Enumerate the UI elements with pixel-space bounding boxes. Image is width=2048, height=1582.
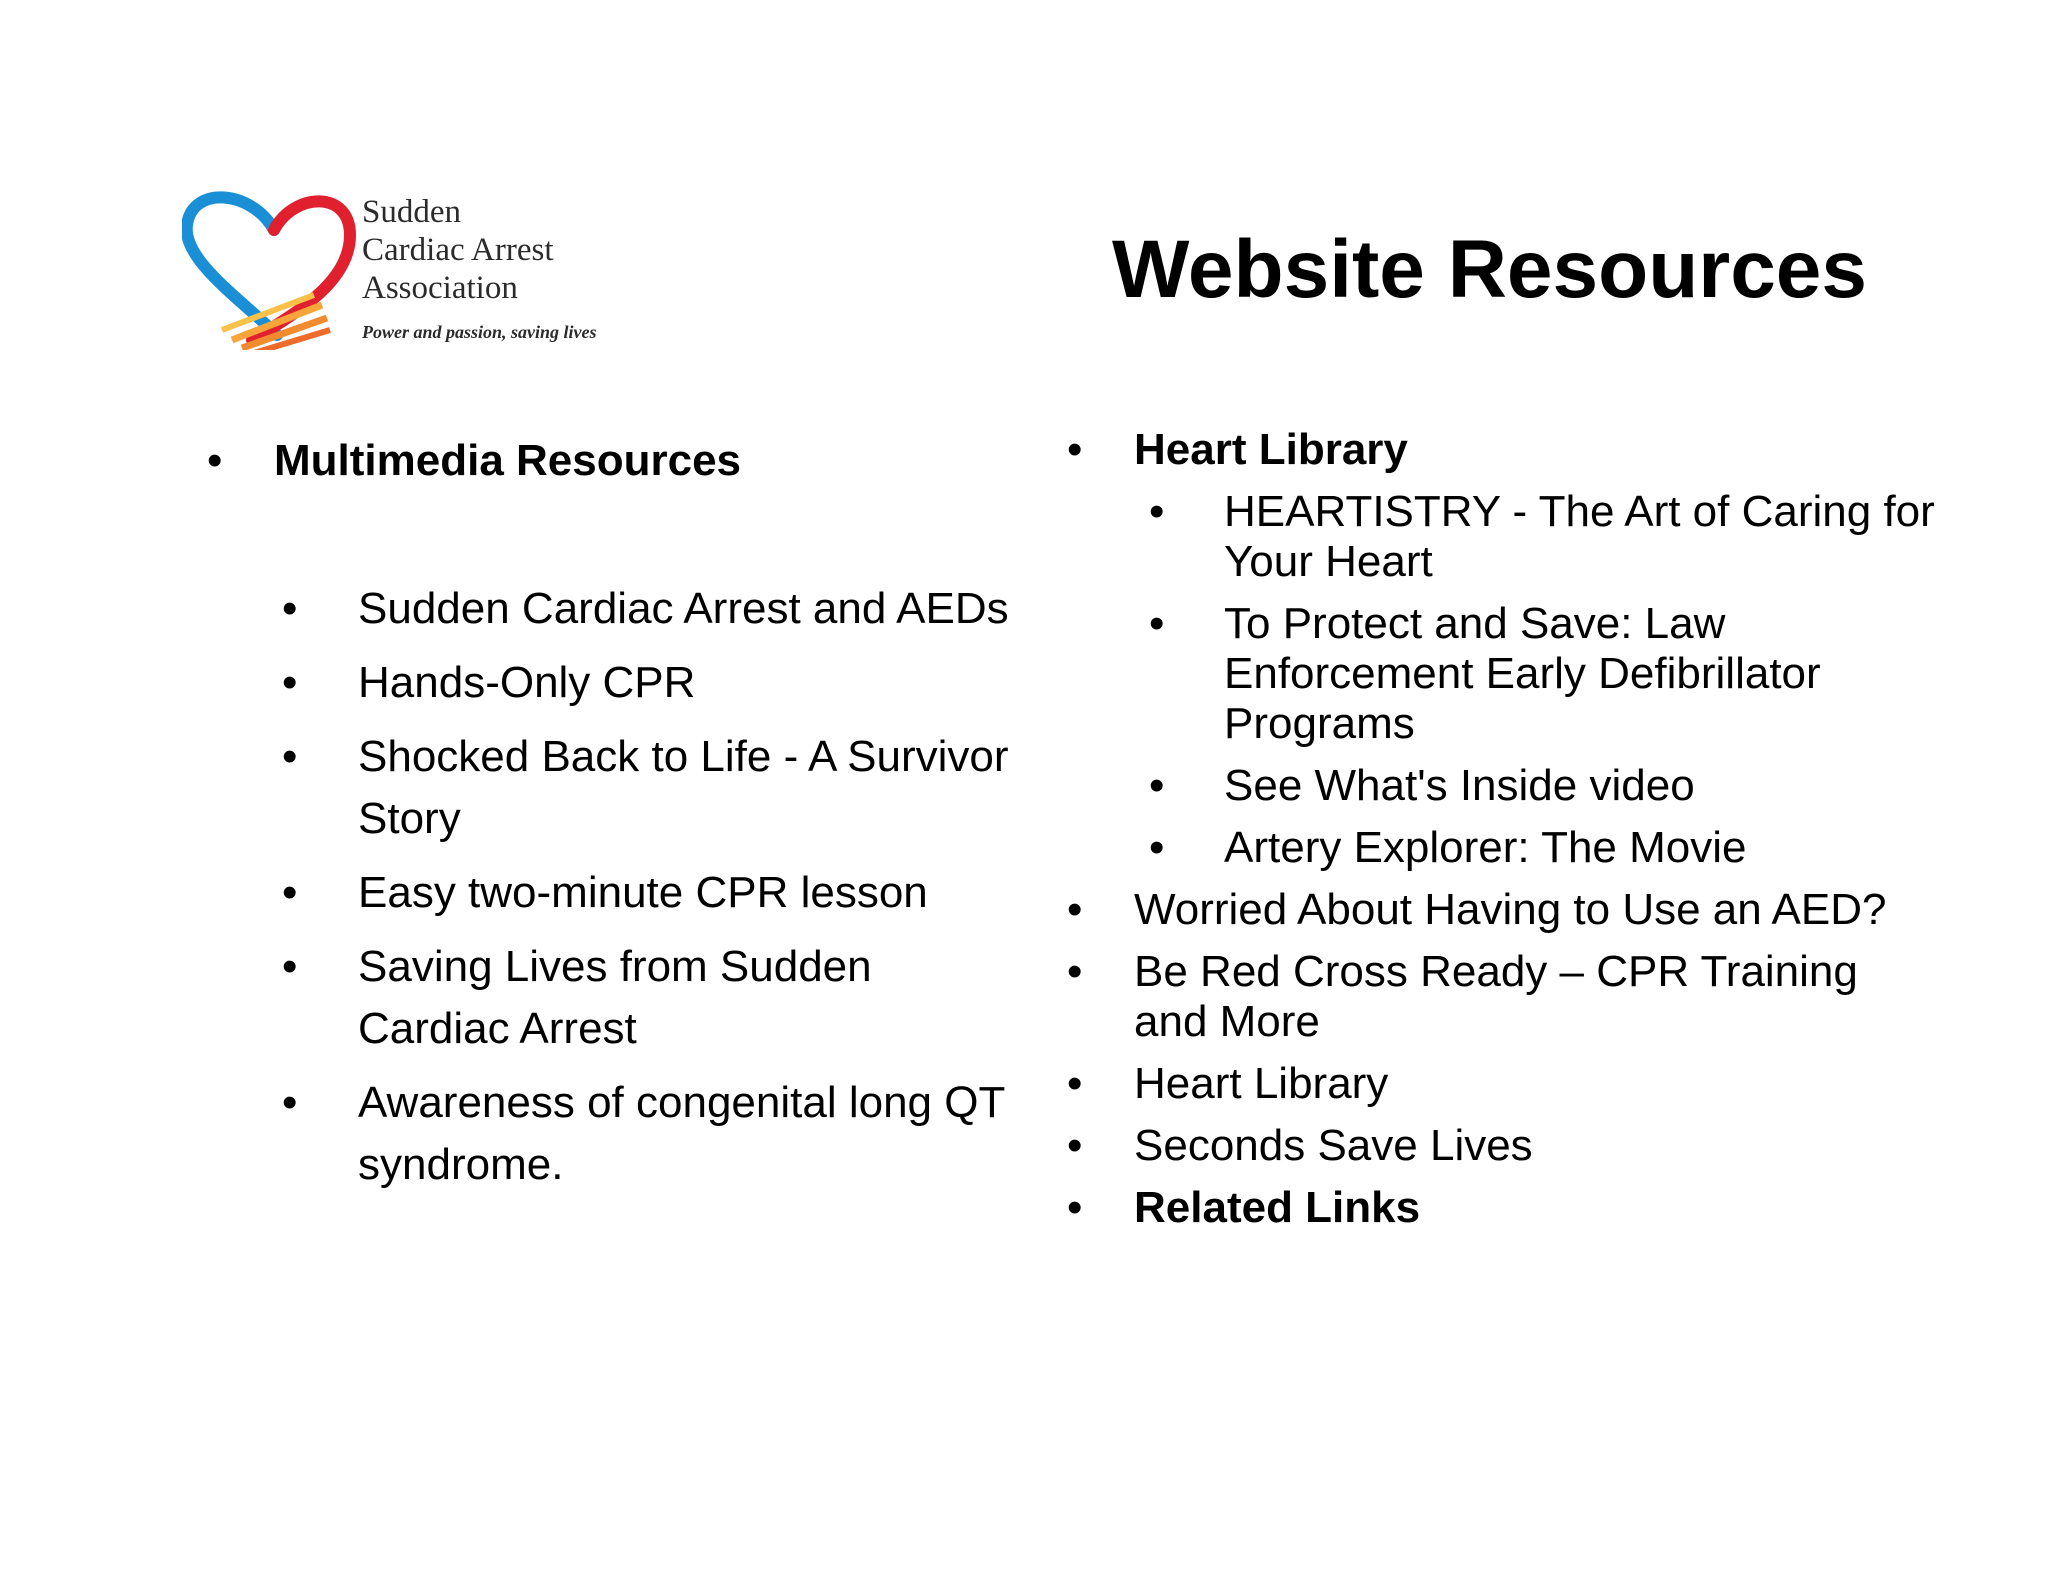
logo-organization-name [362,193,554,307]
section-heading-label: • Multimedia Resources [274,436,742,485]
list-item-label: • HEARTISTRY - The Art of Caring for Your Heart [1224,487,1935,586]
list-item[interactable] [1142,599,1940,749]
list-item-label: • Awareness of congenital long QT syndrome. [358,1078,1005,1189]
logo-name-line: Association [362,270,518,306]
heart-library-sublist [1060,487,1940,873]
page-title: Website Resources [1112,224,1868,315]
list-item-label: • Hands-Only CPR [358,658,696,707]
list-item[interactable] [282,1072,1020,1196]
list-item-label: • Heart Library [1134,1059,1389,1108]
list-item[interactable] [1060,1059,1940,1109]
list-item-label: • Seconds Save Lives [1134,1121,1533,1170]
list-item-label: • See What's Inside video [1224,761,1695,810]
list-item[interactable] [282,726,1020,850]
section-heading-label: • Related Links [1134,1183,1421,1232]
logo [182,190,682,360]
heart-library-heading [1060,425,1940,475]
heart-library-column [1060,425,1940,1245]
list-item[interactable] [282,652,1020,714]
list-item-label: • To Protect and Save: Law Enforcement Early Defibrillator Programs [1224,599,1821,748]
multimedia-resources-heading [200,432,1020,490]
list-item-label: • Easy two-minute CPR lesson [358,868,928,917]
list-item[interactable] [282,578,1020,640]
related-links-heading [1060,1183,1940,1233]
list-item-label: • Saving Lives from Sudden Cardiac Arrest [358,942,872,1053]
list-item[interactable] [1142,487,1940,587]
logo-name-line: Sudden [362,194,461,230]
list-item[interactable] [1142,761,1940,811]
list-item-label: • Sudden Cardiac Arrest and AEDs [358,584,1009,633]
list-item[interactable] [1060,885,1940,935]
multimedia-resources-column [200,432,1020,1208]
section-heading-label: • Heart Library [1134,425,1408,474]
list-item[interactable] [282,936,1020,1060]
list-item-label: • Shocked Back to Life - A Survivor Story [358,732,1009,843]
list-item-label: • Worried About Having to Use an AED? [1134,885,1887,934]
list-item[interactable] [1142,823,1940,873]
logo-name-line: Cardiac Arrest [362,232,554,268]
list-item[interactable] [1060,947,1940,1047]
heart-logo-icon [182,190,357,350]
list-item[interactable] [282,862,1020,924]
list-item[interactable] [1060,1121,1940,1171]
logo-tagline: Power and passion, saving lives [362,322,597,342]
multimedia-resources-list [200,578,1020,1196]
list-item-label: • Artery Explorer: The Movie [1224,823,1747,872]
list-item-label: • Be Red Cross Ready – CPR Training and More [1134,947,1858,1046]
